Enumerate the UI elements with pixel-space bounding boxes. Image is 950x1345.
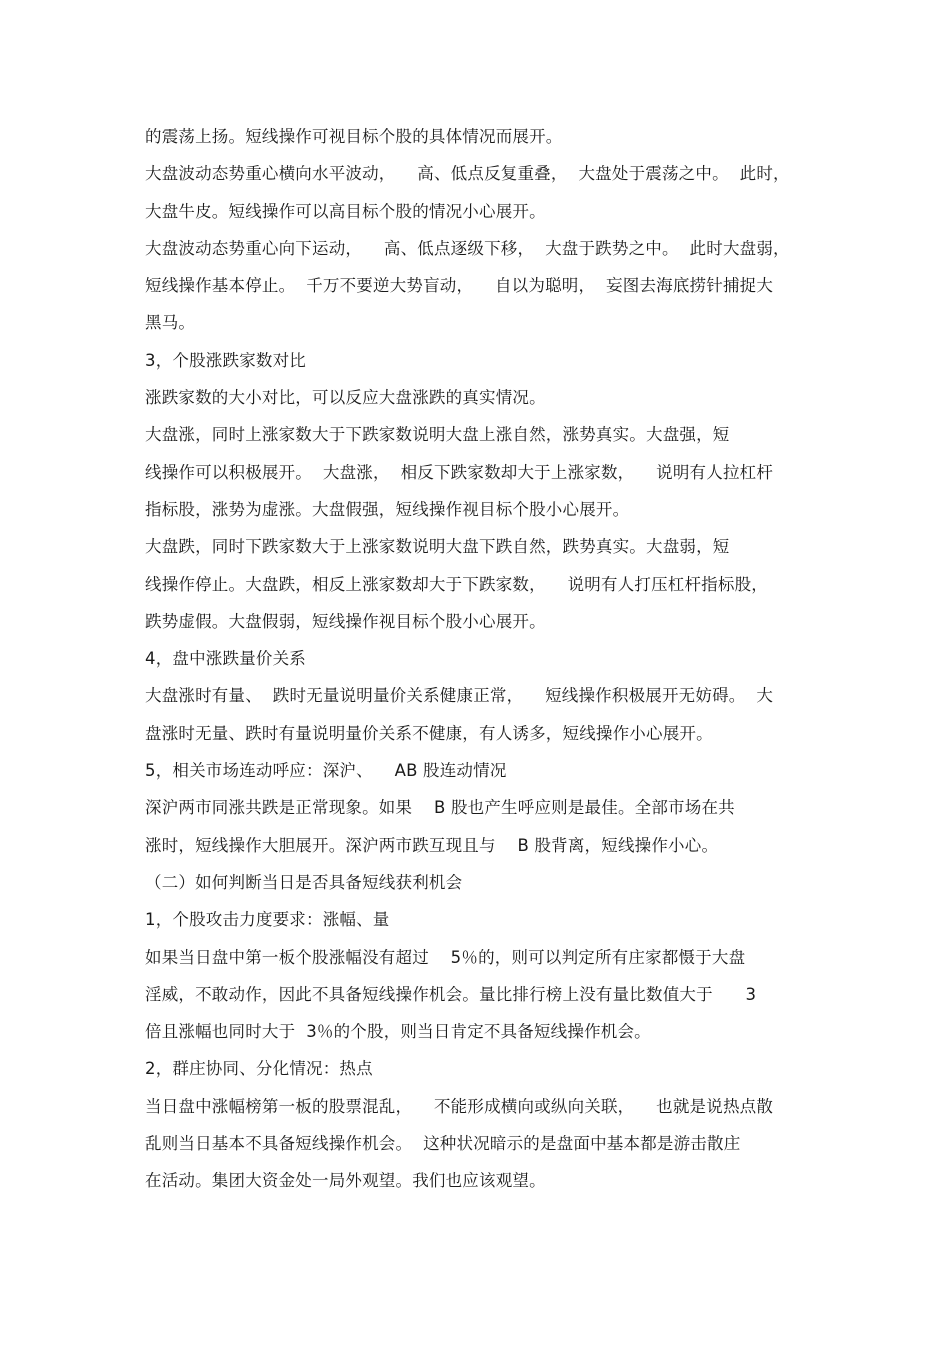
text-line: 指标股，涨势为虚涨。大盘假强，短线操作视目标个股小心展开。 (145, 499, 630, 519)
chapter-heading: （二）如何判断当日是否具备短线获利机会 (145, 872, 463, 892)
section-heading: 4，盘中涨跌量价关系 (145, 649, 306, 669)
section-heading: 2，群庄协同、分化情况：热点 (145, 1059, 373, 1079)
text-line: 深沪两市同涨共跌是正常现象。如果 B 股也产生呼应则是最佳。全部市场在共 (145, 798, 735, 818)
text-line: 大盘涨，同时上涨家数大于下跌家数说明大盘上涨自然，涨势真实。大盘强，短 (145, 425, 730, 445)
text-line: 当日盘中涨幅榜第一板的股票混乱， 不能形成横向或纵向关联， 也就是说热点散 (145, 1096, 774, 1116)
text-line: 在活动。集团大资金处一局外观望。我们也应该观望。 (145, 1171, 546, 1191)
section-heading: 3，个股涨跌家数对比 (145, 350, 306, 370)
text-line: 大盘涨时有量、 跌时无量说明量价关系健康正常， 短线操作积极展开无妨碍。 大 (145, 686, 774, 706)
text-line: 线操作停止。大盘跌，相反上涨家数却大于下跌家数， 说明有人打压杠杆指标股， (145, 574, 768, 594)
text-line: 倍且涨幅也同时大于 3％的个股，则当日肯定不具备短线操作机会。 (145, 1022, 651, 1042)
text-line: 大盘波动态势重心向下运动， 高、低点逐级下移， 大盘于跌势之中。 此时大盘弱， (145, 238, 790, 258)
text-line: 的震荡上扬。短线操作可视目标个股的具体情况而展开。 (145, 127, 563, 146)
text-line: 涨时，短线操作大胆展开。深沪两市跌互现且与 B 股背离，短线操作小心。 (145, 835, 719, 855)
text-line: 短线操作基本停止。 千万不要逆大势盲动， 自以为聪明， 妄图去海底捞针捕捉大 (145, 276, 774, 296)
section-heading: 5，相关市场连动呼应：深沪、 AB 股连动情况 (145, 761, 507, 781)
text-line: 线操作可以积极展开。 大盘涨， 相反下跌家数却大于上涨家数， 说明有人拉杠杆 (145, 462, 774, 482)
text-line: 跌势虚假。大盘假弱，短线操作视目标个股小心展开。 (145, 611, 546, 631)
text-line: 乱则当日基本不具备短线操作机会。 这种状况暗示的是盘面中基本都是游击散庄 (145, 1134, 741, 1154)
text-line: 如果当日盘中第一板个股涨幅没有超过 5％的，则可以判定所有庄家都慑于大盘 (145, 947, 746, 967)
text-line: 涨跌家数的大小对比，可以反应大盘涨跌的真实情况。 (145, 388, 546, 408)
text-line: 大盘牛皮。短线操作可以高目标个股的情况小心展开。 (145, 201, 546, 221)
section-heading: 1，个股攻击力度要求：涨幅、量 (145, 910, 390, 930)
document-body (145, 118, 810, 1200)
text-line: 大盘跌，同时下跌家数大于上涨家数说明大盘下跌自然，跌势真实。大盘弱，短 (145, 537, 730, 557)
text-line: 盘涨时无量、跌时有量说明量价关系不健康，有人诱多，短线操作小心展开。 (145, 723, 713, 743)
text-line: 大盘波动态势重心横向水平波动， 高、低点反复重叠， 大盘处于震荡之中。 此时， (145, 164, 790, 184)
text-line: 淫威，不敢动作，因此不具备短线操作机会。量比排行榜上没有量比数值大于 3 (145, 984, 757, 1004)
text-line: 黑马。 (145, 313, 196, 333)
